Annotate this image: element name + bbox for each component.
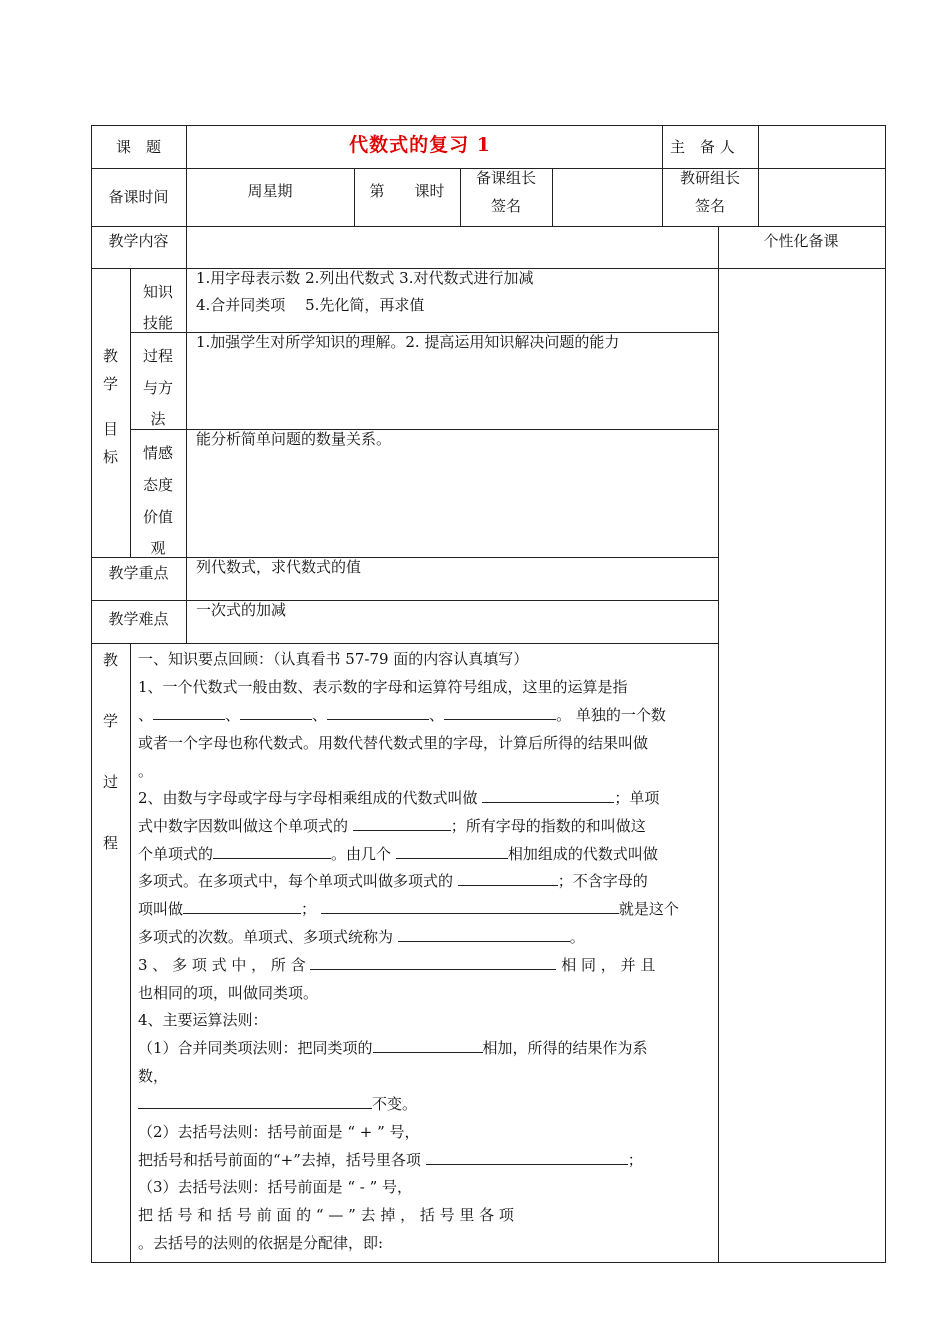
process-label-char: 过 <box>102 773 118 791</box>
fill-blank[interactable] <box>444 705 556 720</box>
line-text: 、 <box>312 706 328 724</box>
process-method-label: 法 <box>150 410 166 428</box>
line-text: 。 <box>569 928 585 946</box>
line-text: 不变。 <box>372 1095 418 1113</box>
fill-blank[interactable] <box>482 788 614 803</box>
fill-blank[interactable] <box>138 1094 372 1109</box>
teaching-content-label: 教学内容 <box>108 232 169 250</box>
process-line: （3）去括号法则：括号前面是 “ - ” 号， <box>138 1178 413 1196</box>
col-divider <box>552 168 553 226</box>
line-text: 、 <box>225 706 241 724</box>
process-line: 数， <box>138 1067 169 1085</box>
process-method-text: 1.加强学生对所学知识的理解。2. 提高运用知识解决问题的能力 <box>196 333 620 351</box>
process-label-char: 程 <box>102 834 118 852</box>
table-border-right <box>885 125 886 1263</box>
process-label-char: 学 <box>102 712 118 730</box>
line-text: 、 <box>138 706 154 724</box>
difficulty-label: 教学难点 <box>108 610 169 628</box>
process-line <box>138 788 659 808</box>
process-line <box>138 1038 648 1058</box>
objectives-label-char: 目 <box>102 420 118 438</box>
key-point-label: 教学重点 <box>108 564 169 582</box>
process-line: 1、一个代数式一般由数、表示数的字母和运算符号组成，这里的运算是指 <box>138 678 628 696</box>
group-leader-sign-label: 签名 <box>490 197 521 215</box>
fill-blank[interactable] <box>353 816 451 831</box>
line-text: 2、由数与字母或字母与字母相乘组成的代数式叫做 <box>138 789 478 807</box>
topic-label: 课 题 <box>115 138 161 156</box>
line-text: 多项式。在多项式中，每个单项式叫做多项式的 <box>138 872 454 890</box>
line-text: 、 <box>429 706 445 724</box>
preparer-label: 主 备 人 <box>670 138 735 156</box>
line-text: ；单项 <box>614 789 660 807</box>
process-method-label: 与方 <box>142 379 173 397</box>
emotion-label: 观 <box>150 539 166 557</box>
process-line: 把 括 号 和 括 号 前 面 的 “ — ” 去 掉 ， 括 号 里 各 项 <box>138 1206 514 1224</box>
process-line <box>138 844 658 864</box>
process-line <box>138 705 666 725</box>
line-text: 3 、 多 项 式 中 ， 所 含 <box>138 956 306 974</box>
line-text: （1）合并同类项法则：把同类项的 <box>138 1039 373 1057</box>
process-line: 一、知识要点回顾：（认真看书 57-79 面的内容认真填写） <box>138 650 529 668</box>
row-divider <box>91 643 719 644</box>
line-text: 相加，所得的结果作为系 <box>482 1039 648 1057</box>
objectives-label-char: 学 <box>102 375 118 393</box>
line-text: 项叫做 <box>138 900 184 918</box>
fill-blank[interactable] <box>327 705 429 720</box>
line-text: 个单项式的 <box>138 845 214 863</box>
process-line: 或者一个字母也称代数式。用数代替代数式里的字母，计算后所得的结果叫做 <box>138 734 649 752</box>
line-text: 式中数字因数叫做这个单项式的 <box>138 817 349 835</box>
process-line: 。去括号的法则的依据是分配律，即: <box>138 1234 384 1252</box>
line-text: 。由几个 <box>331 845 392 863</box>
col-divider <box>130 643 131 1263</box>
knowledge-text: 4.合并同类项 5.先化简，再求值 <box>196 296 425 314</box>
fill-blank[interactable] <box>183 899 301 914</box>
process-line <box>138 816 646 836</box>
fill-blank[interactable] <box>426 1150 628 1165</box>
emotion-label: 价值 <box>142 508 173 526</box>
knowledge-label: 技能 <box>142 314 173 332</box>
process-line <box>138 899 679 919</box>
fill-blank[interactable] <box>240 705 312 720</box>
fill-blank[interactable] <box>458 871 558 886</box>
line-text: ；所有字母的指数的和叫做这 <box>450 817 646 835</box>
week-label: 周星期 <box>247 182 293 200</box>
prep-time-label: 备课时间 <box>108 188 169 206</box>
fill-blank[interactable] <box>213 844 331 859</box>
knowledge-text: 1.用字母表示数 2.列出代数式 3.对代数式进行加减 <box>196 269 534 287</box>
process-line <box>138 1094 417 1114</box>
line-text: 相加组成的代数式叫做 <box>507 845 658 863</box>
fill-blank[interactable] <box>153 705 225 720</box>
line-text: ； <box>627 1151 643 1169</box>
col-divider <box>758 125 759 226</box>
emotion-text: 能分析简单问题的数量关系。 <box>196 430 392 448</box>
process-line: 也相同的项，叫做同类项。 <box>138 984 319 1002</box>
line-text: 把括号和括号前面的“+”去掉，括号里各项 <box>138 1151 421 1169</box>
page-title: 代数式的复习 1 <box>349 134 491 156</box>
process-line <box>138 955 710 975</box>
personal-prep-label: 个性化备课 <box>763 232 839 250</box>
period-label: 第 课时 <box>369 182 445 200</box>
process-label-char: 教 <box>102 651 118 669</box>
emotion-label: 情感 <box>142 444 173 462</box>
line-text: 。 单独的一个数 <box>556 706 666 724</box>
line-text: 就是这个 <box>618 900 679 918</box>
process-line <box>138 871 648 891</box>
fill-blank[interactable] <box>321 899 619 914</box>
group-leader-label: 备课组长 <box>475 169 536 187</box>
key-point-text: 列代数式，求代数式的值 <box>196 558 362 576</box>
line-text: ； <box>301 900 317 918</box>
fill-blank[interactable] <box>398 927 570 942</box>
process-line: （2）去括号法则：括号前面是 “ + ” 号， <box>138 1123 420 1141</box>
difficulty-text: 一次式的加减 <box>196 601 287 619</box>
knowledge-label: 知识 <box>142 283 173 301</box>
line-text: 相 同 ， 并 且 <box>561 956 656 974</box>
research-leader-sign-label: 签名 <box>694 197 725 215</box>
process-line <box>138 927 585 947</box>
process-line: 。 <box>138 762 154 780</box>
fill-blank[interactable] <box>396 844 508 859</box>
emotion-label: 态度 <box>142 476 173 494</box>
process-method-label: 过程 <box>142 347 173 365</box>
col-divider <box>718 226 719 1263</box>
research-leader-label: 教研组长 <box>679 169 740 187</box>
fill-blank[interactable] <box>373 1038 483 1053</box>
line-text: ；不含字母的 <box>557 872 648 890</box>
objectives-label-char: 标 <box>102 448 118 466</box>
objectives-label-char: 教 <box>102 347 118 365</box>
table-border-left <box>91 125 92 1263</box>
table-border-top <box>91 125 886 126</box>
line-text: 多项式的次数。单项式、多项式统称为 <box>138 928 394 946</box>
process-line: 4、主要运算法则： <box>138 1011 268 1029</box>
fill-blank[interactable] <box>310 955 556 970</box>
table-border-bottom <box>91 1262 886 1263</box>
process-line <box>138 1150 643 1170</box>
row-divider <box>91 226 886 227</box>
col-divider <box>186 268 187 643</box>
